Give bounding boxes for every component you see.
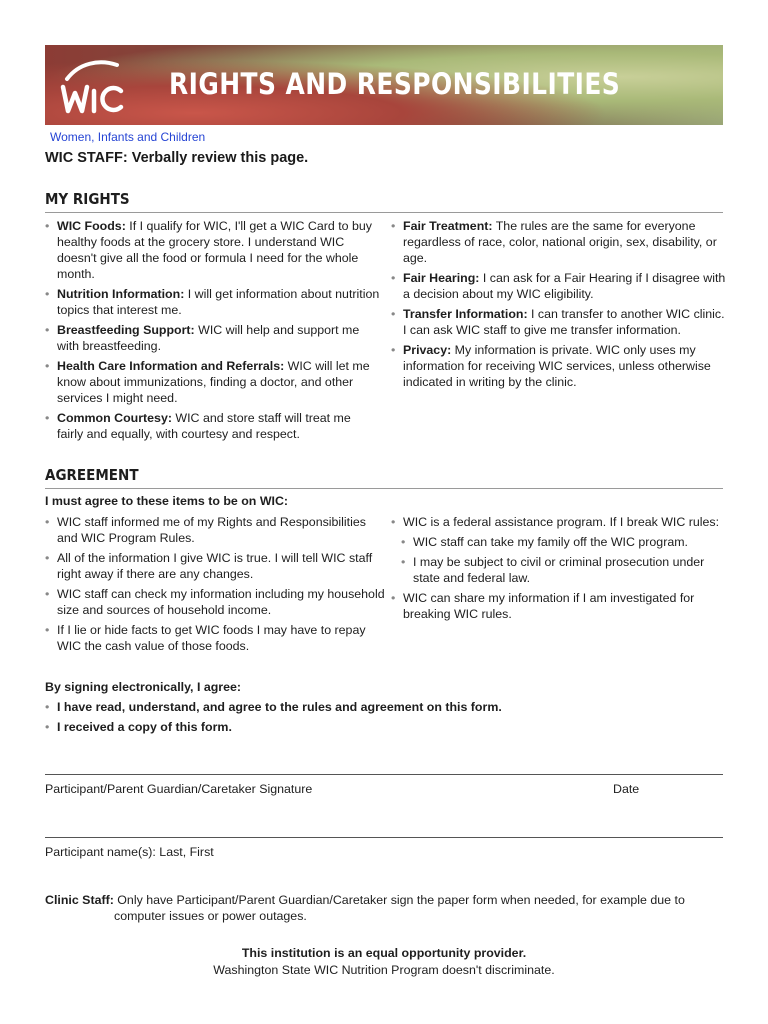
list-item: • WIC staff informed me of my Rights and Responsibilities and WIC Program Rules. — [45, 514, 385, 546]
section-heading-agreement: AGREEMENT — [45, 466, 723, 489]
signature-label: Participant/Parent Guardian/Caretaker Signature — [45, 782, 313, 796]
date-label: Date — [613, 782, 640, 796]
agreement-right-column — [391, 514, 726, 626]
staff-note: WIC STAFF: Verbally review this page. — [45, 150, 309, 166]
footer-nondiscrimination: Washington State WIC Nutrition Program doesn't discriminate. — [213, 963, 555, 977]
signing-list — [45, 699, 502, 739]
list-item: • WIC staff can take my family off the WIC program. — [401, 534, 726, 550]
list-item: • Fair Hearing: I can ask for a Fair Hearing if I disagree with a decision about my WIC eligibility. — [391, 270, 726, 302]
list-item: • WIC can share my information if I am investigated for breaking WIC rules. — [391, 590, 726, 622]
subtitle: Women, Infants and Children — [50, 130, 206, 144]
list-item: • WIC is a federal assistance program. If I break WIC rules: — [391, 514, 726, 530]
agreement-lead: I must agree to these items to be on WIC: — [45, 494, 289, 508]
list-item: • I may be subject to civil or criminal prosecution under state and federal law. — [401, 554, 726, 586]
list-item: • Common Courtesy: WIC and store staff will treat me fairly and equally, with courtesy and respect. — [45, 410, 380, 442]
rights-right-column — [391, 218, 726, 394]
section-heading-my-rights: MY RIGHTS — [45, 190, 723, 213]
header-banner — [45, 45, 723, 125]
clinic-staff-note — [45, 892, 725, 924]
list-item: • Health Care Information and Referrals: WIC will let me know about immunizations, finding a doctor, and other services I might need. — [45, 358, 380, 406]
wic-logo — [59, 57, 129, 115]
rights-left-column — [45, 218, 380, 446]
list-item: • Breastfeeding Support: WIC will help and support me with breastfeeding. — [45, 322, 380, 354]
participant-name-line[interactable] — [45, 837, 723, 838]
clinic-staff-text: Only have Participant/Parent Guardian/Caretaker sign the paper form when needed, for example due to — [113, 893, 685, 907]
list-item: • All of the information I give WIC is true. I will tell WIC staff right away if there are any changes. — [45, 550, 385, 582]
footer-equal-opportunity: This institution is an equal opportunity provider. — [241, 946, 527, 960]
list-item: • Fair Treatment: The rules are the same for everyone regardless of race, color, national origin, sex, disability, or age. — [391, 218, 726, 266]
clinic-staff-label: Clinic Staff: — [45, 893, 114, 907]
list-item: • WIC Foods: If I qualify for WIC, I'll get a WIC Card to buy healthy foods at the grocery store. I understand WIC doesn't give all the food or formula I need for the whole month. — [45, 218, 380, 282]
list-item: • If I lie or hide facts to get WIC foods I may have to repay WIC the cash value of those foods. — [45, 622, 385, 654]
signing-lead: By signing electronically, I agree: — [45, 680, 242, 694]
agreement-left-column — [45, 514, 385, 658]
list-item: • Privacy: My information is private. WIC only uses my information for receiving WIC services, unless otherwise indicated in writing by the clinic. — [391, 342, 726, 390]
participant-name-label: Participant name(s): Last, First — [45, 845, 214, 859]
clinic-staff-text-cont: computer issues or power outages. — [114, 909, 307, 923]
list-item: • Nutrition Information: I will get information about nutrition topics that interest me. — [45, 286, 380, 318]
signature-line[interactable] — [45, 774, 723, 775]
list-item: • WIC staff can check my information including my household size and sources of household income. — [45, 586, 385, 618]
list-item: • I received a copy of this form. — [45, 719, 502, 735]
page-title: RIGHTS AND RESPONSIBILITIES — [169, 67, 621, 101]
list-item: • I have read, understand, and agree to the rules and agreement on this form. — [45, 699, 502, 715]
list-item: • Transfer Information: I can transfer to another WIC clinic. I can ask WIC staff to give me transfer information. — [391, 306, 726, 338]
